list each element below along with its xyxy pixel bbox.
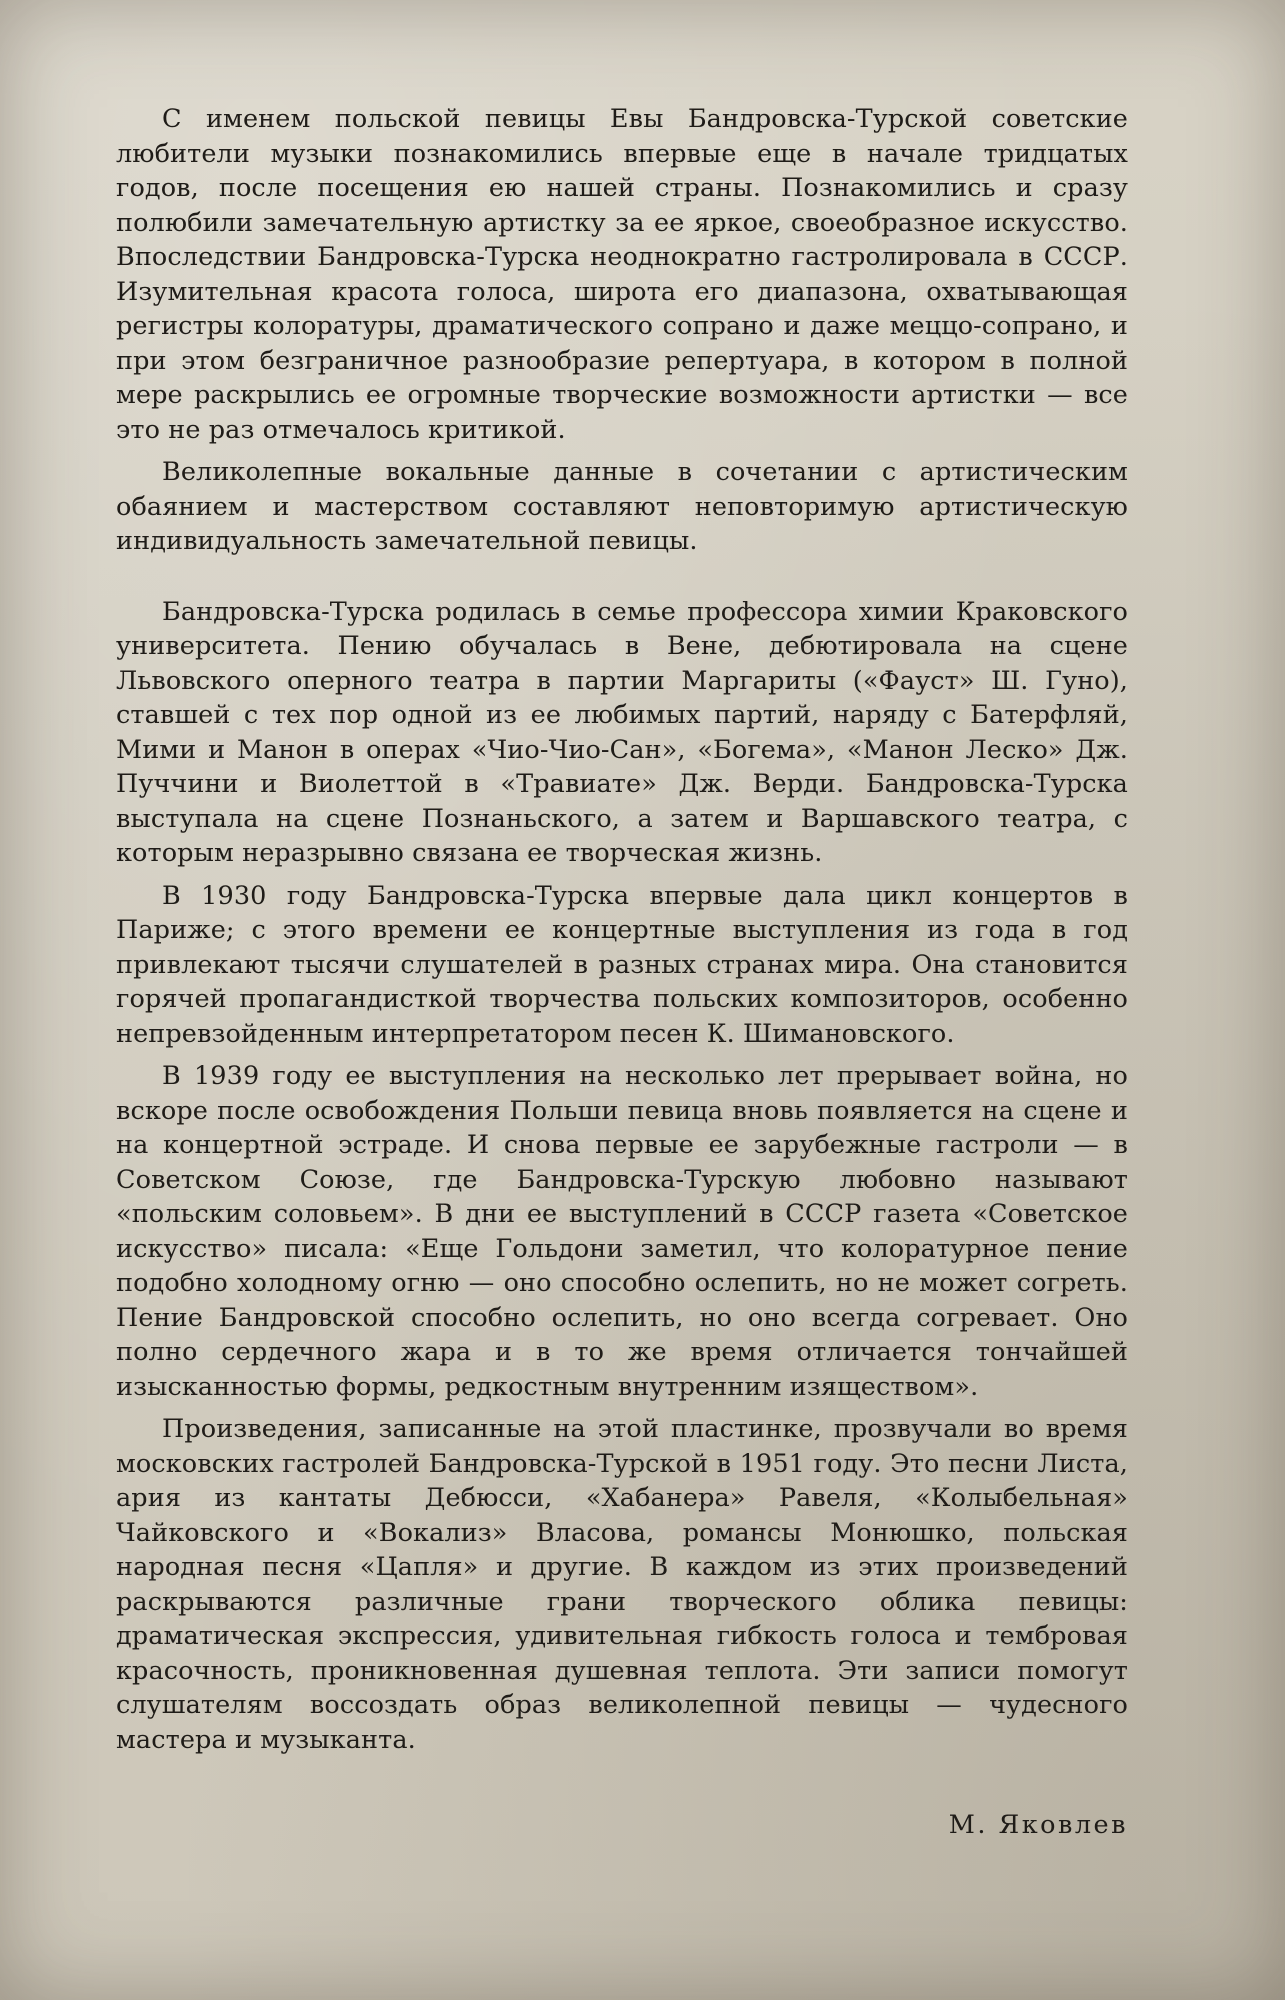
paragraph-1939-war: В 1939 году ее выступления на несколько лет прерывает война, но вскоре после освобождения Польши певица вновь появляется на сцене и на концертной эстраде. И снова первые ее зарубежные гастроли — в Советском Союзе, где Бандровска-Турскую любовно называют «польским соловьем». В дни ее выступлений в СССР газета «Советское искусство» писала: «Еще Гольдони заметил, что колоратурное пение подобно холодному огню — оно способно ослепить, но не может согреть. Пение Бандровской способно ослепить, но оно всегда согревает. Оно полно сердечного жара и в то же время отличается тончайшей изысканностью формы, редкостным внутренним изяществом». xyxy=(116,1061,1128,1402)
author-signature: М. Яковлев xyxy=(948,1810,1128,1840)
paragraph-intro: С именем польской певицы Евы Бандровска-Турской советские любители музыки познакомились впервые еще в начале тридцатых годов, после посещения ею нашей страны. Познакомились и сразу полюбили замечательную артистку за ее яркое, своеобразное искусство. Впоследствии Бандровска-Турска неоднократно гастролировала в СССР. Изумительная красота голоса, широта его диапазона, охватывающая регистры колоратуры, драматического сопрано и даже меццо-сопрано, и при этом безграничное разнообразие репертуара, в котором в полной мере раскрылись ее огромные творческие возможности артистки — все это не раз отмечалось критикой. xyxy=(116,104,1128,445)
article-body xyxy=(116,102,1128,1757)
paragraph-paris-1930: В 1930 году Бандровска-Турска впервые дала цикл концертов в Париже; с этого времени ее концертные выступления из года в год привлекают тысячи слушателей в разных странах мира. Она становится горячей пропагандисткой творчества польских композиторов, особенно непревзойденным интерпретатором песен К. Шимановского. xyxy=(116,880,1128,1049)
paragraph-vocal-qualities: Великолепные вокальные данные в сочетании с артистическим обаянием и мастерством составляют неповторимую артистическую индивидуальность замечательной певицы. xyxy=(116,457,1128,556)
paragraph-recordings: Произведения, записанные на этой пластинке, прозвучали во время московских гастролей Бандровска-Турской в 1951 году. Это песни Листа, ария из кантаты Дебюсси, «Хабанера» Равеля, «Колыбельная» Чайковского и «Вокализ» Власова, романсы Монюшко, польская народная песня «Цапля» и другие. В каждом из этих произведений раскрываются различные грани творческого облика певицы: драматическая экспрессия, удивительная гибкость голоса и тембровая красочность, проникновенная душевная теплота. Эти записи помогут слушателям воссоздать образ великолепной певицы — чудесного мастера и музыканта. xyxy=(116,1414,1128,1755)
paragraph-biography: Бандровска-Турска родилась в семье профессора химии Краковского университета. Пению обучалась в Вене, дебютировала на сцене Львовского оперного театра в партии Маргариты («Фауст» Ш. Гуно), ставшей с тех пор одной из ее любимых партий, наряду с Батерфляй, Мими и Манон в операх «Чио-Чио-Сан», «Богема», «Манон Леско» Дж. Пуччини и Виолеттой в «Травиате» Дж. Верди. Бандровска-Турска выступала на сцене Познаньского, а затем и Варшавского театра, с которым неразрывно связана ее творческая жизнь. xyxy=(116,596,1128,868)
